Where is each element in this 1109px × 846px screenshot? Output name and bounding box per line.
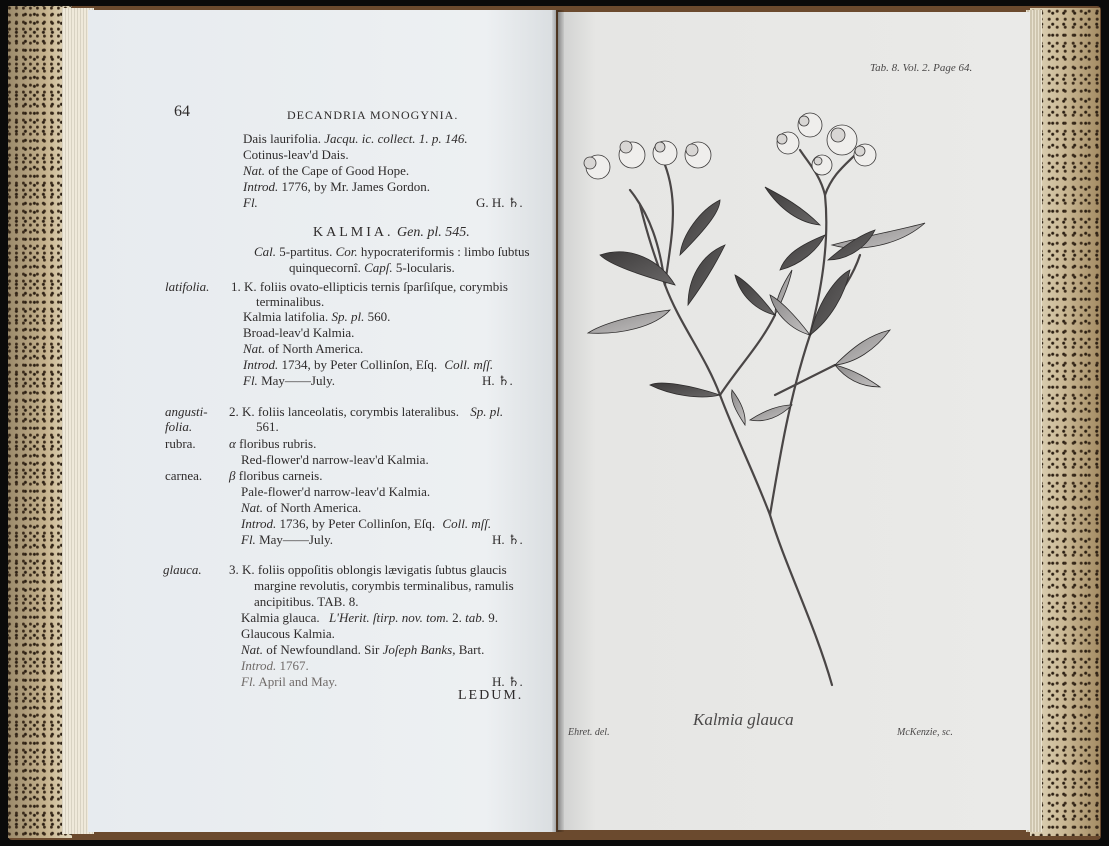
sp3-line-8: Fl. April and May. bbox=[241, 674, 338, 689]
dais-line-3: Nat. of the Cape of Good Hope. bbox=[243, 163, 410, 178]
var-carnea-line: β floribus carneis. bbox=[229, 468, 323, 483]
margin-carnea: carnea. bbox=[165, 468, 203, 483]
dais-line-2: Cotinus-leav'd Dais. bbox=[243, 147, 349, 162]
margin-glauca: glauca. bbox=[163, 562, 202, 577]
flower-clusters bbox=[584, 113, 876, 179]
sp3-line-5: Glaucous Kalmia. bbox=[241, 626, 335, 641]
margin-latifolia: latifolia. bbox=[165, 279, 210, 294]
sp1-line-2: terminalibus. bbox=[256, 294, 325, 309]
dais-habit: G. H. ♄. bbox=[476, 195, 523, 210]
margin-rubra: rubra. bbox=[165, 436, 196, 451]
var-carnea-english: Pale-flower'd narrow-leav'd Kalmia. bbox=[241, 484, 431, 499]
sp2-introduced: Introd. 1736, by Peter Collinſon, Eſq. Coll. mſſ. bbox=[241, 516, 492, 531]
kalmia-glauca-illustration bbox=[570, 95, 950, 705]
sp1-line-4: Broad-leav'd Kalmia. bbox=[243, 325, 355, 340]
sp1-habit: H. ♄. bbox=[482, 373, 513, 388]
sp1-line-1: 1. K. foliis ovato-ellipticis ternis ſparſiſque, corymbis bbox=[231, 279, 508, 294]
genus-character-2: quinquecornî. Capſ. 5-locularis. bbox=[289, 260, 455, 275]
sp2-line-1: 2. K. foliis lanceolatis, corymbis lateralibus. Sp. pl. bbox=[229, 404, 504, 419]
sp1-line-3: Kalmia latifolia. Sp. pl. 560. bbox=[243, 309, 391, 324]
sp2-native: Nat. of North America. bbox=[241, 500, 362, 515]
genus-character-1: Cal. 5-partitus. Cor. hypocrateriformis : limbo ſubtus bbox=[254, 244, 530, 259]
sp1-line-5: Nat. of North America. bbox=[243, 341, 364, 356]
genus-heading: KALMIA. Gen. pl. 545. bbox=[313, 225, 470, 240]
sp3-line-2: margine revolutis, corymbis terminalibus, ramulis bbox=[254, 578, 514, 593]
artist-credit: Ehret. del. bbox=[568, 727, 610, 738]
leaves bbox=[588, 187, 925, 425]
sp3-line-4: Kalmia glauca. L'Herit. ſtirp. nov. tom. 2. tab. 9. bbox=[241, 610, 498, 625]
sp3-line-6: Nat. of Newfoundland. Sir Joſeph Banks, Bart. bbox=[241, 642, 485, 657]
engraver-credit: McKenzie, sc. bbox=[897, 727, 953, 738]
sp3-habit: H. ♄. bbox=[492, 674, 523, 689]
sp2-habit: H. ♄. bbox=[492, 532, 523, 547]
running-head: DECANDRIA MONOGYNIA. bbox=[287, 108, 459, 122]
dais-line-1: Dais laurifolia. Jacqu. ic. collect. 1. p. 146. bbox=[243, 131, 468, 146]
sp3-line-7: Introd. 1767. bbox=[241, 658, 309, 673]
plate-reference: Tab. 8. Vol. 2. Page 64. bbox=[870, 62, 973, 74]
catchword: LEDUM. bbox=[458, 688, 524, 703]
sp1-line-7: Fl. May——July. bbox=[243, 373, 335, 388]
sp2-line-2: 561. bbox=[256, 419, 279, 434]
sp3-line-3: ancipitibus. TAB. 8. bbox=[254, 594, 359, 609]
book-gutter bbox=[552, 10, 564, 832]
dais-flowering: Fl. bbox=[243, 195, 258, 210]
sp2-flowering: Fl. May——July. bbox=[241, 532, 333, 547]
sp3-line-1: 3. K. foliis oppoſitis oblongis lævigatis ſubtus glaucis bbox=[229, 562, 507, 577]
page-number: 64 bbox=[174, 103, 190, 120]
var-rubra-english: Red-flower'd narrow-leav'd Kalmia. bbox=[241, 452, 429, 467]
margin-angustifolia-1: angusti- bbox=[165, 404, 208, 419]
margin-angustifolia-2: folia. bbox=[165, 419, 193, 434]
sp1-line-6: Introd. 1734, by Peter Collinſon, Eſq. Coll. mſſ. bbox=[243, 357, 494, 372]
var-rubra-line: α floribus rubris. bbox=[229, 436, 317, 451]
dais-line-4: Introd. 1776, by Mr. James Gordon. bbox=[243, 179, 430, 194]
plate-title: Kalmia glauca bbox=[693, 710, 794, 729]
